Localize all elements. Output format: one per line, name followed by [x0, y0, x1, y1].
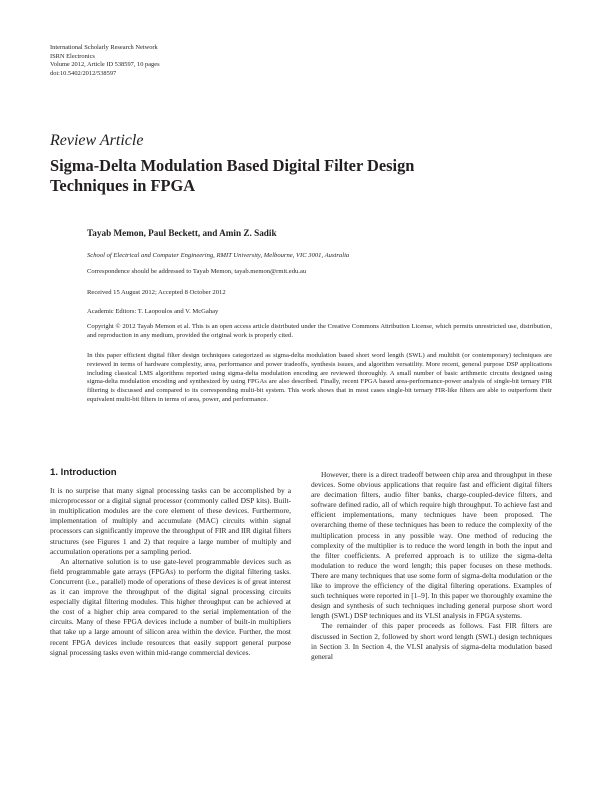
- body-columns: [50, 468, 552, 786]
- article-title: Sigma-Delta Modulation Based Digital Filter Design Techniques in FPGA: [50, 156, 415, 195]
- right-column: [311, 470, 552, 662]
- copyright-notice: Copyright © 2012 Tayab Memon et al. This is an open access article distributed under the Creative Commons Attribution License, which permits unrestricted use, distribution, and reproduction in any medium, provided the original work is properly cited.: [87, 323, 552, 339]
- paragraph: However, there is a direct tradeoff between chip area and throughput in these devices. Some obvious applications that require fast and efficient digital filters are decimation filters, audio filter banks, charge-coupled-device filters, and software defined radio, all of which require high throughput. To achieve fast and efficient implementations, many techniques have been proposed. The overarching theme of these techniques has been to reduce the complexity of the multiplication process in any possible way. One method of reducing the complexity of the multiplier is to reduce the word length in both the input and the filter coefficients. A preferred approach is to utilize the sigma-delta modulation to reduce the word length; this paper focuses on these methods. There are many techniques that use some form of sigma-delta modulation or the like to improve the efficiency of the digital filtering operations. Examples of such techniques were reported in [1–9]. In this paper we thoroughly examine the design and synthesis of such techniques including general purpose short word length (SWL) DSP techniques and its VLSI analysis in FPGA systems.: [311, 470, 552, 621]
- journal-volume: Volume 2012, Article ID 538597, 10 pages: [50, 61, 160, 69]
- paragraph: The remainder of this paper proceeds as follows. Fast FIR filters are discussed in Section 2, followed by short word length (SWL) design techniques in Section 3. In Section 4, the VLSI analysis of sigma-delta modulation based general: [311, 621, 552, 661]
- affiliation: School of Electrical and Computer Engineering, RMIT University, Melbourne, VIC 3001, Australia: [87, 252, 350, 259]
- section-heading: 1. Introduction: [50, 467, 117, 478]
- author-list: Tayab Memon, Paul Beckett, and Amin Z. Sadik: [87, 228, 277, 238]
- received-accepted-dates: Received 15 August 2012; Accepted 8 October 2012: [87, 289, 226, 296]
- journal-network: International Scholarly Research Network: [50, 44, 158, 51]
- academic-editors: Academic Editors: T. Laopoulos and V. McGahay: [87, 308, 219, 315]
- article-type: Review Article: [50, 132, 144, 149]
- journal-info: [50, 44, 160, 78]
- abstract: In this paper efficient digital filter design techniques categorized as sigma-delta modulation based short word length (SWL) and multibit (or contemporary) techniques are reviewed in terms of hardware complexity, area, performance and power tradeoffs, synthesis issues, and algorithm versatility. More recent, general purpose DSP applications including classical LMS algorithms reported using sigma-delta modulation encoding are reviewed thoroughly. A small number of basic arithmetic circuits designed using sigma-delta modulation encoding and synthesized by using FPGAs are also described. Finally, recent FPGA based area-performance-power analysis of single-bit ternary FIR filtering is discussed and compared to its corresponding multi-bit system. This work shows that in most cases single-bit ternary FIR-like filters are able to outperform their equivalent multi-bit filters in terms of area, power, and performance.: [87, 352, 552, 403]
- journal-doi: doi:10.5402/2012/538597: [50, 69, 117, 77]
- left-column: [50, 468, 291, 658]
- paragraph: An alternative solution is to use gate-level programmable devices such as field programmable gate arrays (FPGAs) to perform the digital filtering tasks. Concurrent (i.e., parallel) mode of operations of these devices is of great interest as it can improve the throughput of the digital signal processing circuits especially digital filtering modules. This higher throughput can be achieved at the cost of a higher chip area compared to the serial implementation of the circuits. Many of these FPGA devices include a number of built-in multipliers that take up a large amount of silicon area within the device. Further, the most recent FPGA devices include resources that easily support general purpose signal processing tasks even within mid-range commercial devices.: [50, 556, 291, 657]
- journal-name: ISRN Electronics: [50, 52, 95, 60]
- paragraph: It is no surprise that many signal processing tasks can be accomplished by a microprocessor or a digital signal processor (commonly called DSP kits). Built-in multiplication modules are the core element of these devices. Furthermore, implementation of multiply and accumulate (MAC) circuits within signal processors can significantly improve the throughput of FIR and IIR digital filters structures (see Figures 1 and 2) that require a large number of multiply and accumulation operations per a sampling period.: [50, 486, 291, 556]
- correspondence: Correspondence should be addressed to Tayab Memon, tayab.memon@rmit.edu.au: [87, 268, 307, 275]
